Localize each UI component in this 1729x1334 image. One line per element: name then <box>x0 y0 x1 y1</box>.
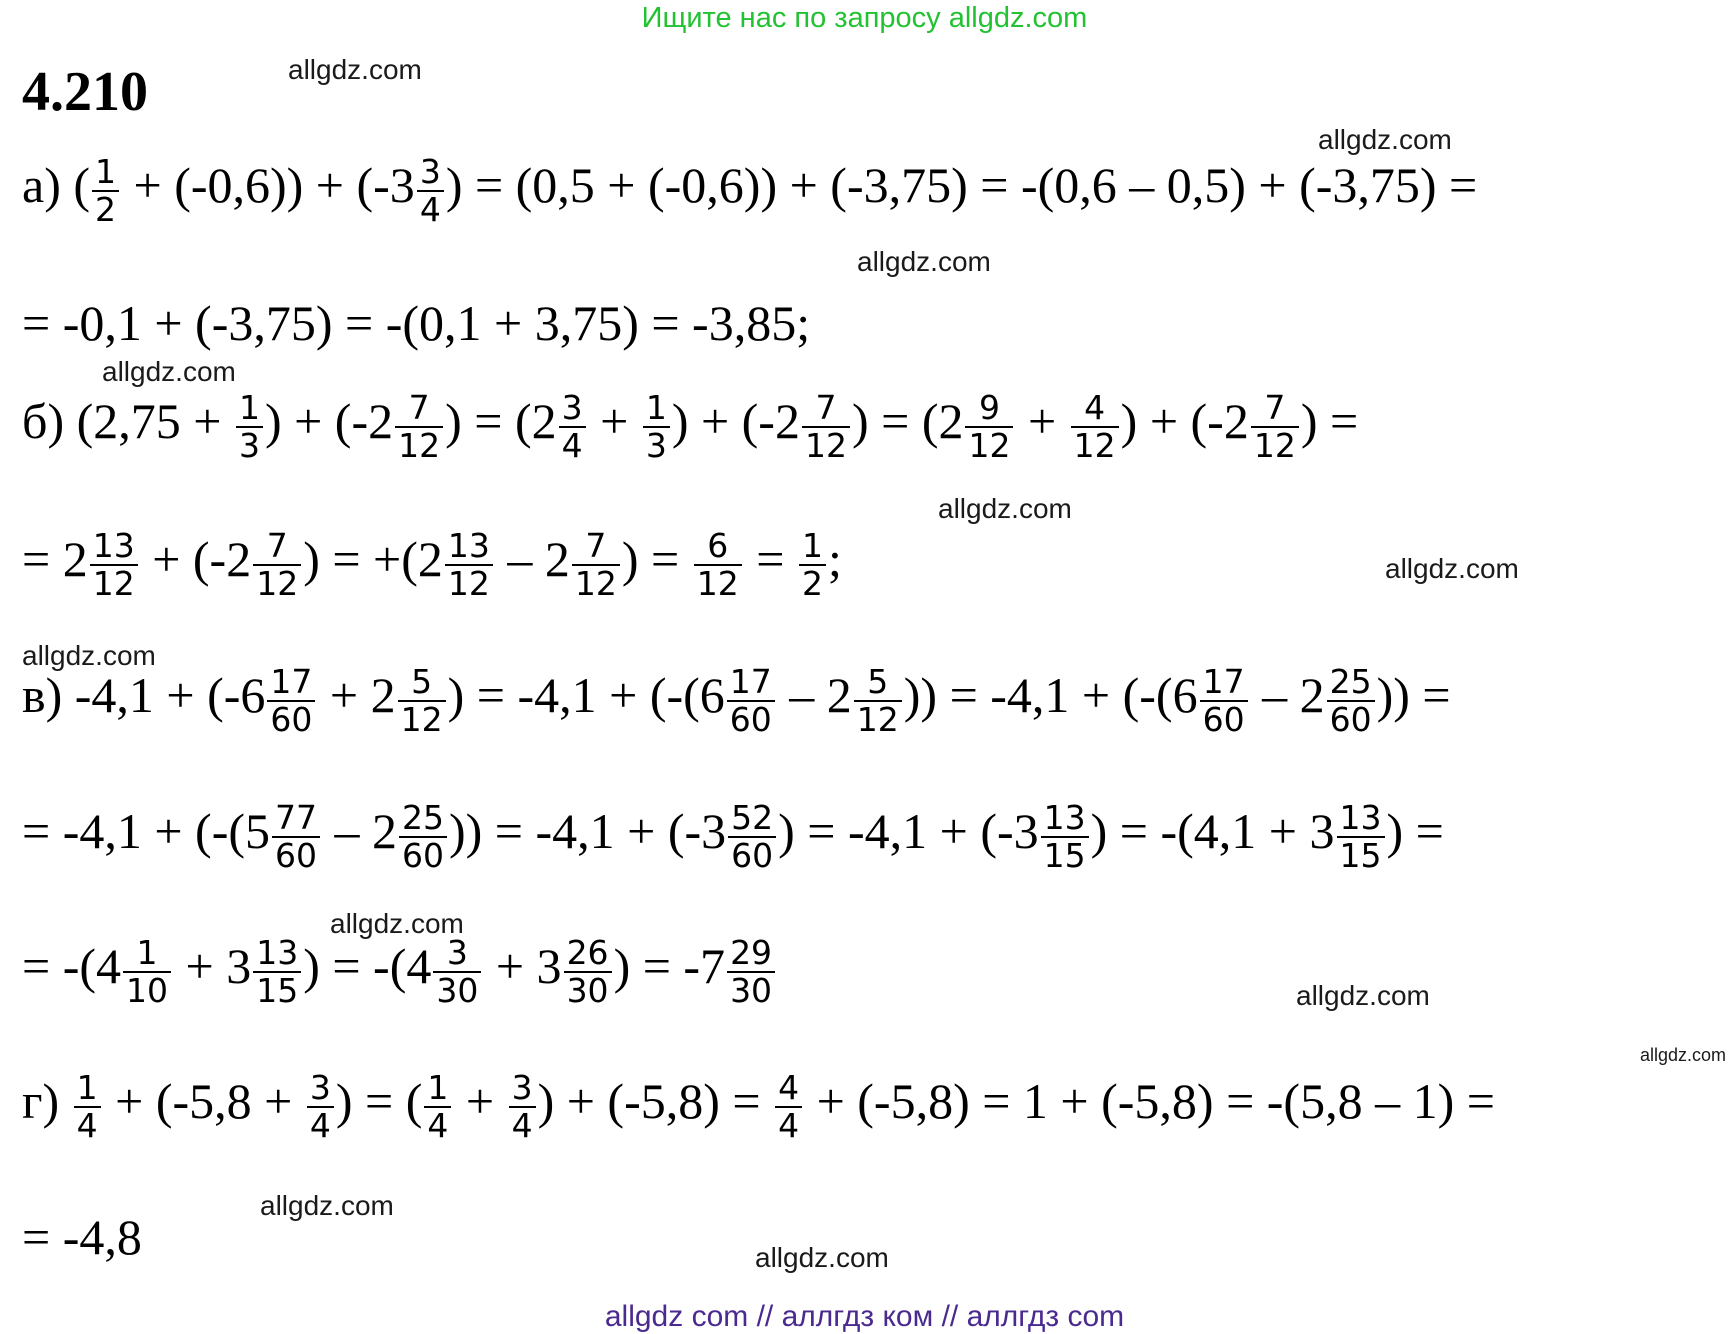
expression-text: в) -4,1 + (-6 <box>22 667 266 724</box>
fraction-denominator: 60 <box>1202 699 1245 739</box>
fraction <box>727 935 775 1008</box>
expression-text: ) = (2 <box>445 393 557 450</box>
fraction-denominator: 12 <box>92 563 135 603</box>
expression-text: ) + (-2 <box>1120 393 1249 450</box>
fraction-numerator: 13 <box>90 528 138 566</box>
expression-text: ) = -4,1 + (-(6 <box>447 667 725 724</box>
fraction-numerator: 7 <box>802 390 850 428</box>
fraction-denominator: 2 <box>95 189 116 229</box>
fraction-numerator: 5 <box>854 664 902 702</box>
fraction <box>1200 664 1248 737</box>
fraction <box>253 935 301 1008</box>
fraction-numerator: 17 <box>727 664 775 702</box>
fraction-numerator: 17 <box>1200 664 1248 702</box>
watermark: allgdz.com <box>1640 1045 1727 1065</box>
fraction <box>854 664 902 737</box>
fraction-denominator: 12 <box>696 563 739 603</box>
expression-text: ) = +(2 <box>303 531 443 588</box>
expression-text: + <box>1015 393 1069 450</box>
fraction-numerator: 17 <box>267 664 315 702</box>
fraction-numerator: 13 <box>445 528 493 566</box>
fraction-denominator: 4 <box>419 189 441 229</box>
fraction-numerator: 3 <box>417 154 444 192</box>
solution-line-b2 <box>22 528 842 601</box>
expression-text: )) = <box>1376 667 1451 724</box>
fraction-numerator: 77 <box>272 800 320 838</box>
fraction <box>433 935 481 1008</box>
fraction-denominator: 12 <box>447 563 490 603</box>
expression-text: – 2 <box>494 531 570 588</box>
expression-text: б) (2,75 + <box>22 393 234 450</box>
expression-text: )) = -4,1 + (-(6 <box>903 667 1198 724</box>
fraction-denominator: 12 <box>1253 425 1296 465</box>
fraction <box>236 390 263 463</box>
fraction-denominator: 12 <box>856 699 899 739</box>
expression-text: ) = ( <box>335 1073 423 1130</box>
fraction <box>643 390 670 463</box>
expression-text: – 2 <box>776 667 852 724</box>
expression-text: + 2 <box>317 667 396 724</box>
fraction <box>74 1070 101 1143</box>
watermark: allgdz.com <box>857 246 991 277</box>
problem-number: 4.210 <box>22 61 148 123</box>
fraction-denominator: 60 <box>731 835 774 875</box>
fraction-denominator: 4 <box>778 1105 800 1145</box>
fraction <box>1251 390 1299 463</box>
expression-text: ) = -(4,1 + 3 <box>1090 803 1335 860</box>
fraction-denominator: 3 <box>645 425 667 465</box>
fraction <box>267 664 315 737</box>
watermark: allgdz.com <box>1296 980 1430 1011</box>
fraction-denominator: 12 <box>256 563 299 603</box>
fraction <box>395 390 443 463</box>
expression-text: + (-2 <box>139 531 252 588</box>
watermark: allgdz.com <box>938 493 1072 524</box>
fraction <box>1041 800 1089 873</box>
expression-text: + <box>453 1073 507 1130</box>
fraction <box>398 664 446 737</box>
solution-line-v2 <box>22 800 1444 873</box>
watermark: allgdz.com <box>1385 553 1519 584</box>
fraction <box>509 1070 536 1143</box>
fraction-denominator: 4 <box>76 1105 98 1145</box>
expression-text: г) <box>22 1073 72 1130</box>
fraction <box>424 1070 451 1143</box>
expression-text: ) = -(4 <box>303 938 432 995</box>
fraction <box>1337 800 1385 873</box>
expression-text: = -0,1 + (-3,75) = -(0,1 + 3,75) = -3,85; <box>22 295 811 351</box>
fraction <box>559 390 586 463</box>
fraction <box>802 390 850 463</box>
fraction-numerator: 13 <box>253 935 301 973</box>
fraction-numerator: 13 <box>1041 800 1089 838</box>
fraction-denominator: 12 <box>574 563 617 603</box>
expression-text: + 3 <box>483 938 562 995</box>
fraction <box>307 1070 334 1143</box>
fraction-denominator: 12 <box>968 425 1011 465</box>
fraction-denominator: 30 <box>566 970 609 1010</box>
fraction <box>1071 390 1119 463</box>
expression-text: ) = <box>621 531 692 588</box>
fraction-numerator: 1 <box>799 528 826 566</box>
expression-text: ) = <box>1300 393 1359 450</box>
fraction <box>728 800 776 873</box>
fraction-numerator: 1 <box>424 1070 451 1108</box>
expression-text: – 2 <box>322 803 397 860</box>
expression-text: )) = -4,1 + (-3 <box>449 803 727 860</box>
fraction-numerator: 13 <box>1337 800 1385 838</box>
fraction-numerator: 4 <box>1071 390 1119 428</box>
watermark: allgdz.com <box>1318 124 1452 155</box>
fraction-numerator: 7 <box>1251 390 1299 428</box>
expression-text: ) + (-5,8) = <box>537 1073 774 1130</box>
expression-text: ) = (0,5 + (-0,6)) + (-3,75) = -(0,6 – 0,5) + (-3,75) = <box>445 157 1478 214</box>
watermark: allgdz.com <box>260 1190 394 1221</box>
fraction-denominator: 12 <box>804 425 847 465</box>
expression-text: а) ( <box>22 157 90 214</box>
expression-text: = -(4 <box>22 938 121 995</box>
fraction-denominator: 30 <box>730 970 773 1010</box>
fraction-numerator: 5 <box>398 664 446 702</box>
expression-text: = <box>743 531 797 588</box>
fraction-denominator: 12 <box>400 699 443 739</box>
expression-text: = -4,8 <box>22 1209 142 1265</box>
fraction-denominator: 60 <box>270 699 313 739</box>
fraction <box>417 154 444 227</box>
fraction-numerator: 3 <box>559 390 586 428</box>
fraction-denominator: 3 <box>238 425 260 465</box>
search-banner: Ищите нас по запросу allgdz.com <box>641 2 1088 34</box>
fraction-denominator: 60 <box>275 835 317 875</box>
fraction <box>445 528 493 601</box>
fraction-numerator: 1 <box>643 390 670 428</box>
fraction-denominator: 4 <box>309 1105 331 1145</box>
expression-text: = -4,1 + (-(5 <box>22 803 270 860</box>
fraction <box>694 528 742 601</box>
fraction <box>90 528 138 601</box>
expression-text: = 2 <box>22 531 88 588</box>
fraction <box>965 390 1013 463</box>
fraction <box>727 664 775 737</box>
fraction <box>92 154 119 227</box>
fraction-denominator: 15 <box>1339 835 1382 875</box>
solution-line-g2 <box>22 1209 142 1265</box>
fraction-denominator: 60 <box>729 699 772 739</box>
fraction-numerator: 6 <box>694 528 742 566</box>
watermark: allgdz.com <box>22 640 156 671</box>
fraction <box>272 800 320 873</box>
fraction-numerator: 29 <box>727 935 775 973</box>
fraction-numerator: 1 <box>74 1070 101 1108</box>
fraction <box>1327 664 1375 737</box>
fraction-numerator: 9 <box>965 390 1013 428</box>
fraction-numerator: 1 <box>123 935 171 973</box>
fraction <box>564 935 612 1008</box>
fraction-numerator: 25 <box>1327 664 1375 702</box>
footer-search-terms: allgdz com // аллгдз ком // аллгдз com <box>604 1300 1125 1333</box>
fraction <box>123 935 171 1008</box>
expression-text: ) = -4,1 + (-3 <box>778 803 1039 860</box>
expression-text: + 3 <box>173 938 252 995</box>
fraction-numerator: 26 <box>564 935 612 973</box>
expression-text: ) = <box>1386 803 1444 860</box>
fraction-numerator: 25 <box>399 800 447 838</box>
solution-line-v3 <box>22 935 777 1008</box>
fraction-denominator: 4 <box>511 1105 533 1145</box>
fraction-numerator: 1 <box>236 390 263 428</box>
fraction-denominator: 15 <box>1043 835 1086 875</box>
expression-text: – 2 <box>1249 667 1325 724</box>
expression-text: ) = -7 <box>613 938 726 995</box>
fraction-denominator: 2 <box>801 563 823 603</box>
expression-text: + <box>587 393 641 450</box>
fraction-numerator: 4 <box>775 1070 802 1108</box>
expression-text: + (-5,8) = 1 + (-5,8) = -(5,8 – 1) = <box>804 1073 1495 1130</box>
watermark: allgdz.com <box>330 908 464 939</box>
watermark: allgdz.com <box>288 54 422 85</box>
fraction-denominator: 12 <box>1073 425 1116 465</box>
fraction-numerator: 7 <box>395 390 443 428</box>
expression-text: + (-5,8 + <box>102 1073 305 1130</box>
fraction-numerator: 7 <box>572 528 620 566</box>
expression-text: ) = (2 <box>851 393 964 450</box>
expression-text: ; <box>827 531 842 588</box>
fraction <box>572 528 620 601</box>
fraction-denominator: 4 <box>427 1105 449 1145</box>
fraction-denominator: 12 <box>398 425 441 465</box>
watermark: allgdz.com <box>755 1242 889 1273</box>
fraction-numerator: 52 <box>728 800 776 838</box>
fraction-numerator: 7 <box>253 528 301 566</box>
solution-line-a2 <box>22 295 811 351</box>
expression-text: + (-0,6)) + (-3 <box>121 157 415 214</box>
fraction-denominator: 15 <box>256 970 299 1010</box>
fraction <box>799 528 826 601</box>
fraction-numerator: 3 <box>307 1070 334 1108</box>
fraction-denominator: 60 <box>1329 699 1372 739</box>
solution-line-v1 <box>22 664 1451 737</box>
fraction-denominator: 4 <box>561 425 583 465</box>
solution-line-a1 <box>22 154 1477 227</box>
solution-line-b1 <box>22 390 1358 463</box>
fraction-numerator: 3 <box>433 935 481 973</box>
expression-text: ) + (-2 <box>264 393 394 450</box>
fraction-numerator: 3 <box>509 1070 536 1108</box>
watermark: allgdz.com <box>102 356 236 387</box>
expression-text: ) + (-2 <box>671 393 800 450</box>
fraction-denominator: 10 <box>126 970 168 1010</box>
fraction-denominator: 60 <box>402 835 444 875</box>
fraction-denominator: 30 <box>436 970 479 1010</box>
fraction-numerator: 1 <box>92 154 119 192</box>
fraction <box>775 1070 802 1143</box>
fraction <box>253 528 301 601</box>
solution-line-g1 <box>22 1070 1495 1143</box>
fraction <box>399 800 447 873</box>
